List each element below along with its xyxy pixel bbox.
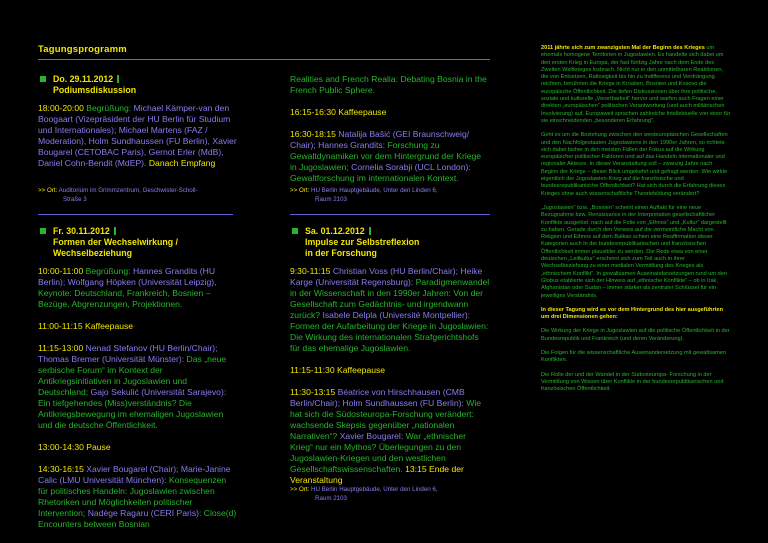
topic: Wie hat sich die Südosteuropa-Forschung verändert: wachsende Skepsis gegenüber „nationalen Narrativen“? (290, 398, 482, 441)
day3-session-2 (290, 387, 490, 486)
day1-location (38, 187, 238, 204)
title-rule (38, 59, 490, 60)
day2-break-2 (38, 442, 238, 453)
ort-label: >> Ort: (38, 187, 58, 194)
speakers: Gajo Sekulić (Universität Sarajevo): (90, 387, 227, 397)
day3-title-2: in der Forschung (305, 248, 377, 258)
topic: Close(d) Encounters between Bosnian (38, 508, 237, 529)
intro-text (541, 45, 731, 400)
section-rule-left (38, 214, 233, 215)
intro-paragraph-4: In dieser Tagung wird es vor dem Hintergrund des hier ausgeführten um drei Dimensionen gehen: (541, 306, 724, 321)
day3-body (290, 266, 490, 497)
day1-header (40, 74, 240, 96)
mid-session (290, 129, 490, 184)
day3-date: Sa. 01.12.2012 (305, 226, 365, 236)
bar-icon (114, 227, 116, 235)
day3-location (290, 486, 490, 503)
lead: 2011 jährte sich zum zwanzigsten Mal der Beginn des Krieges (541, 45, 705, 51)
time: 9:30-11:15 (290, 266, 331, 276)
time: 11:15-13:00 (38, 343, 84, 353)
time: 18:00-20:00 (38, 103, 84, 113)
day3-break (290, 365, 490, 376)
intro-paragraph-5: Die Wirkung der Kriege in Jugoslawien auf die politische Öffentlichkeit in der Bundesrepublik und Frankreich (und deren Veränderung). (541, 328, 730, 342)
speakers: Béatrice von Hirschhausen (CMB Berlin/Chair); Holm Sundhaussen (FU Berlin): (290, 387, 465, 408)
topic: Konsequenzen für politisches Handeln: Jugoslawien zwischen Rhetoriken und Möglichkeiten politischer Intervention; (38, 475, 227, 518)
ort-text: HU Berlin Hauptgebäude, Unter den Linden 6, (311, 486, 438, 493)
day2-body (38, 266, 238, 541)
topic: Realities and French Realia: Debating Bosnia in the French Public Sphere. (290, 74, 487, 95)
intro-paragraph-3: „Jugoslawien“ bzw. „Bosnien“ scheint einen Auftakt für eine neue Bezugnahme bzw. Renaissance in der Interpretation gesellschaftlicher Konflikte ausgelöst: nach auf die Folie von „Ethnos“ und „Kultur“ dargestellt zu haben. Gerade durch den Verweis auf die vermeintliche Macht von Religion und Ethnos auf dem Balkan schien eine Reaffirmation dieser Kategorien auch in der bundesrepublikanischen und französischen Öffentlichkeit immer plausibler zu werden. Die Rede etwa von einer deutschen „Leitkultur“ erscheint sich zum Teil auch in ihrer Wechselbeziehung zu einer medialen Vermittlung des Krieges als „ethnischem Konflikt“. In gewaltsamen Auseinandersetzungen rund um den Globus etablierte sich der Hinweis auf „ethnische Konflikte“ – ob in Irak, Afghanistan oder Sudan – immer stärker als zentraler Schlüssel für ein jeweiliges Verständnis. (541, 204, 727, 299)
ort-text-2: Straße 3 (63, 195, 87, 203)
speakers: Christian Voss (HU Berlin/Chair); Heike Karge (Universität Regensburg): (290, 266, 483, 287)
topic: Ein tiefgehendes (Miss)verständnis? Die Antikriegsbewegung im ehemaligen Jugoslawien und die deutsche Öffentlichkeit. (38, 398, 224, 430)
page-title: Tagungsprogramm (38, 44, 127, 55)
ort-label: >> Ort: (290, 187, 310, 194)
intro-paragraph-2: Geht es um die Beziehung zwischen den westeuropäischen Gesellschaften und den Nachfolgestaaten Jugoslawiens in den 1990er Jahren, so richtete sich dabei bisher in den meisten Fällen der Fokus auf die Wirkung europäischer politischer Faktoren und auf das Handeln internationaler und regionaler Akteure. In dieser Veranstaltung soll – zwanzig Jahre nach Beginn der Kriege – dieser Blick umgekehrt und gefragt werden: Wie wirkte eigentlich der Jugoslawien-Krieg auf die französische und bundesrepublikanische Öffentlichkeit? Hat sich durch die Erfahrung dieses Krieges ohne auch wissenschaftliche Theoriebildung verändert? (541, 132, 728, 197)
section-rule-mid (290, 214, 490, 215)
time: 16:15-16:30 Kaffeepause (290, 107, 387, 117)
day1-date: Do. 29.11.2012 (53, 74, 114, 84)
day3-header (292, 226, 492, 259)
time: 13:00-14:30 Pause (38, 442, 111, 452)
speakers: Michael Kämper-van den Boogaart (Vizepräsident der HU Berlin für Studium und Internationales); Michael Martens (FAZ / Moderation), Holm Sundhaussen (FU Berlin), Xavier Bougarel (CETOBAC Paris), Gernot Erler (MdB), Daniel Cohn-Bendit (MdEP). (38, 103, 237, 168)
intro-paragraph-6: Die Folgen für die wissenschaftliche Auseinandersetzung mit gewaltsamen Konflikten. (541, 349, 727, 364)
time: 10:00-11:00 (38, 266, 84, 276)
ort-text-2: Raum 2103 (315, 195, 347, 203)
event: Danach Empfang (148, 158, 216, 168)
text: um ehemals homogene Territorien in Jugoslawien. Es handelte sich dabei um den ersten Krieg in Europa, der fast fünfzig Jahre nach dem Ende des Zweiten Weltkrieges losbrach. Nicht nur in den unmittelbaren Reaktionen, die von Entsetzen, Ratlosigkeit bis hin zu Indifferenz und Verdrängung reichten, berührten die Kriege in Kroatien, Bosnien und Kosovo die europäische Öffentlichkeit. Die tiefen Diskussionen über ihre politische, soziale und kulturelle „Verortbarkeit“ hervor und warfen auch Fragen einer direkten „europäischen“ politischen Verantwortung (und auch militärischen Involvierung) auf. Europaweit sprachen zahlreiche Intellektuelle von einer für sie einschneidenden „besonderen Erfahrung“. (541, 45, 731, 124)
mid-break (290, 107, 490, 118)
speakers: Natalija Bašić (GEI Braunschweig/ Chair); Hannes Grandits: (290, 129, 470, 150)
mid-continuation (290, 74, 490, 96)
day2-header (40, 226, 240, 259)
day3-title-1: Impulse zur Selbstreflexion (305, 237, 420, 247)
intro-paragraph-1 (541, 45, 731, 125)
time: 16:30-18:15 (290, 129, 336, 139)
topic: Paradigmenwandel in der Wissenschaft in den 1990er Jahren: Von der Gesellschaft zum Gedächtnis- und irgendwann zurück? (290, 277, 490, 320)
mid-body (290, 74, 490, 195)
speakers: Xavier Bougarel: (339, 431, 404, 441)
topic: War „ethnischer Krieg“ nur ein Mythos? Überlegungen zu den Jugoslawien-Kriegen und den westlichen Gesellschaftswissenschaften. (290, 431, 466, 474)
ort-text-2: Raum 2103 (315, 494, 347, 502)
topic: Keynote: Deutschland, Frankreich, Bosnien – Bezüge, Abgrenzungen, Projektionen. (38, 288, 211, 309)
bullet-square-icon (292, 228, 298, 234)
bar-icon (369, 227, 371, 235)
ort-text: HU Berlin Hauptgebäude, Unter den Linden 6, (311, 187, 438, 194)
day2-title-2: Wechselbeziehung (53, 248, 133, 258)
event: 13:15 Ende der Veranstaltung (290, 464, 464, 485)
ort-label: >> Ort: (290, 486, 310, 493)
ort-text: Auditorium im Grimmzentrum, Geschwister-Scholl- (58, 187, 198, 194)
day1-title: Podiumsdiskussion (53, 85, 137, 95)
topic: Das „neue serbische Forum“ im Kontext der Antikriegsinitiativen in Jugoslawien und Deutschland; (38, 354, 227, 397)
label: Begrüßung: (85, 266, 131, 276)
intro-paragraph-7: Die Rolle der und der Wandel in der Südosteuropa- Forschung in der Vermittlung von Wissen über Konflikte in der bundesrepublikanischen und französischen Öffentlichkeit. (541, 371, 724, 393)
day2-session-3 (38, 464, 238, 530)
speakers: Isabele Delpla (Université Montpellier): (322, 310, 471, 320)
label: Begrüßung: (86, 103, 132, 113)
speakers: Hannes Grandits (HU Berlin); Wolfgang Höpken (Universität Leipzig), (38, 266, 217, 287)
day1-body (38, 103, 238, 180)
speakers: Xavier Bougarel (Chair); Marie-Janine Calic (LMU Universität München): (38, 464, 231, 485)
speakers: Nadège Ragaru (CERI Paris): (87, 508, 202, 518)
speakers: Cornelia Sorabji (UCL London): (351, 162, 471, 172)
topic: Forschung zu Gewaltdynamiken vor dem Hintergrund der Kriege in Jugoslawien; (290, 140, 482, 172)
day3-session-1 (290, 266, 490, 354)
day2-title-1: Formen der Wechselwirkung / (53, 237, 178, 247)
time: 11:30-13:15 (290, 387, 336, 397)
day2-session-1 (38, 266, 238, 310)
day2-break-1 (38, 321, 238, 332)
bullet-square-icon (40, 228, 46, 234)
time: 11:15-11:30 Kaffeepause (290, 365, 386, 375)
day2-session-2 (38, 343, 238, 431)
day2-location (290, 187, 490, 204)
time: 14:30-16:15 (38, 464, 84, 474)
topic: Formen der Aufarbeitung der Kriege in Jugoslawien: Die Wirkung des internationalen Strafgerichtshofs für das ehemalige Jugoslawien. (290, 321, 489, 353)
bar-icon (117, 75, 119, 83)
time: 11:00-11:15 Kaffeepause (38, 321, 134, 331)
bullet-square-icon (40, 76, 46, 82)
topic: Gewaltforschung im internationalen Kontext. (290, 173, 459, 183)
day1-session (38, 103, 238, 169)
day2-date: Fr. 30.11.2012 (53, 226, 110, 236)
speakers: Nenad Stefanov (HU Berlin/Chair); Thomas Bremer (Universität Münster): (38, 343, 218, 364)
